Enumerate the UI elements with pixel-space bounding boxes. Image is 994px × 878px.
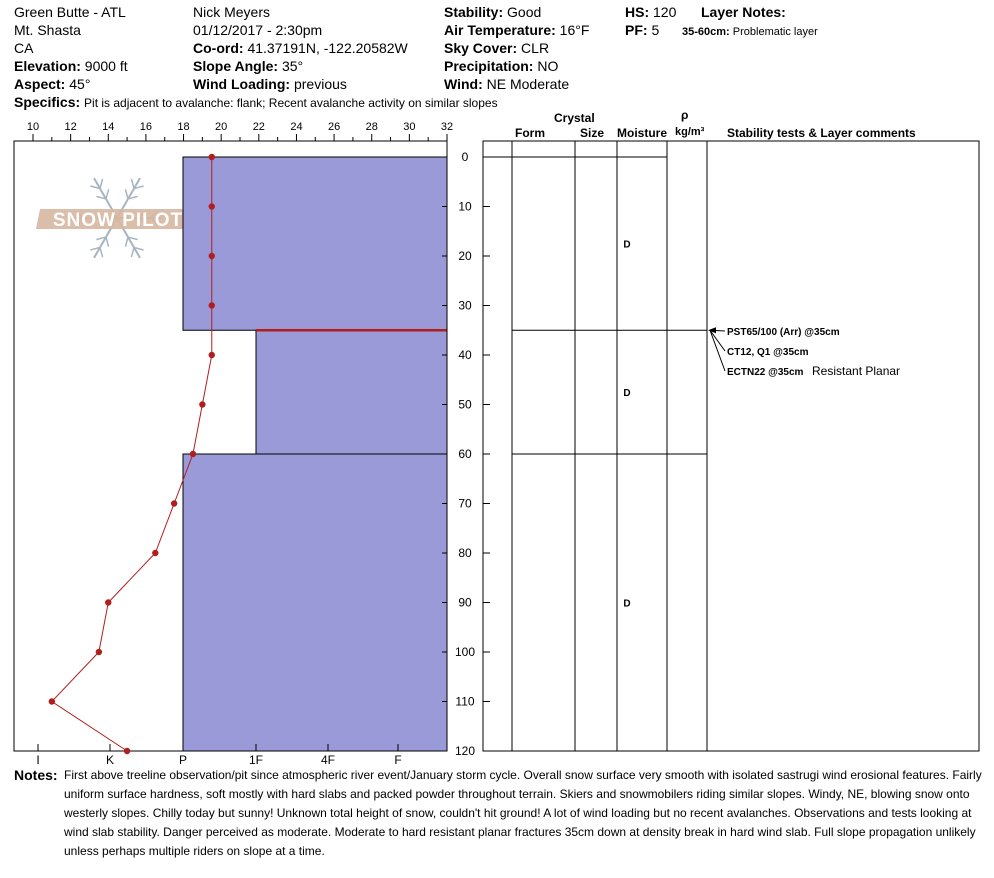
- coord-label: Co-ord:: [193, 40, 244, 56]
- snowflake-branch: [100, 247, 103, 257]
- specifics-label: Specifics:: [14, 94, 81, 110]
- snowflake-branch: [106, 237, 109, 247]
- moisture-label: D: [623, 598, 631, 610]
- temperature-axis: [27, 121, 453, 141]
- temperature-point: [124, 748, 130, 754]
- depth-tick-label: 120: [454, 744, 476, 758]
- temp-tick-label: 24: [290, 121, 303, 133]
- temperature-point: [152, 550, 158, 556]
- temp-tick-label: 10: [26, 121, 40, 133]
- pf-label: PF:: [625, 22, 648, 38]
- temperature-point: [105, 599, 111, 605]
- stability-test-comment: Resistant Planar: [812, 364, 901, 378]
- col-density-unit: kg/m³: [675, 126, 705, 138]
- wind-loading-label: Wind Loading:: [193, 76, 291, 92]
- logo-text: SNOW PILOT: [52, 210, 184, 231]
- temp-tick-label: 26: [327, 121, 341, 133]
- notes-text: First above treeline observation/pit since atmospheric river event/January storm cycle. Overall snow surface very smooth with isolated sastrugi wind erosional features. Fairly uniform surface hardness, soft mostly with hard slabs and packed powder throughout terrain. Skiers and snowmobilers riding similar slopes. Windy, NE, blowing snow onto westerly slopes. Chilly today but sunny! Unknown total height of snow, couldn't hit ground! A lot of wind loading but no recent avalanches. Observations and tests looking at wind slab stability. Danger perceived as moderate. Moderate to hard resistant planar fractures 35cm down at density break in hard wind slab. Full slope propagation unlikely unless perhaps multiple riders on slope at a time.: [64, 768, 982, 858]
- temp-tick-label: 20: [215, 121, 228, 133]
- snowflake-branch: [131, 247, 134, 257]
- temp-tick-label: 28: [365, 121, 378, 133]
- state: CA: [14, 40, 34, 56]
- snowflake-branch: [100, 179, 103, 189]
- temperature-point: [209, 253, 215, 259]
- hardness-tick-label: 1F: [248, 753, 264, 767]
- temperature-point: [209, 302, 215, 308]
- wind-loading-value: previous: [293, 76, 347, 92]
- depth-tick-label: 30: [458, 298, 472, 313]
- depth-tick-label: 50: [458, 397, 472, 412]
- temperature-point: [49, 698, 55, 704]
- hs-value: 120: [653, 4, 677, 20]
- observer: Nick Meyers: [193, 4, 271, 20]
- date-time: 01/12/2017 - 2:30pm: [193, 22, 323, 38]
- temp-tick-label: 16: [139, 121, 153, 133]
- snowflake-branch: [131, 179, 134, 189]
- elevation-label: Elevation:: [14, 58, 81, 74]
- snowflake-branch: [106, 189, 109, 199]
- temperature-point: [171, 500, 177, 506]
- temperature-point: [209, 203, 215, 209]
- right-panel-border: [483, 141, 979, 751]
- depth-tick-label: 80: [458, 546, 472, 560]
- stability-test-label: ECTN22 @35cm: [727, 367, 804, 378]
- depth-tick-label: 110: [455, 694, 475, 709]
- moisture-label: D: [623, 239, 631, 251]
- precip-value: NO: [537, 58, 559, 74]
- hardness-tick-label: 4F: [320, 753, 336, 767]
- notes-label: Notes:: [14, 767, 58, 783]
- temp-tick-label: 18: [177, 121, 190, 133]
- stability-test-label: PST65/100 (Arr) @35cm: [727, 327, 840, 338]
- layer-table: [483, 141, 979, 751]
- depth-tick-label: 10: [458, 199, 472, 214]
- temperature-point: [209, 352, 215, 358]
- elevation-value: 9000 ft: [84, 58, 128, 74]
- layer-note-range: 35-60cm:: [682, 26, 730, 38]
- hs-label: HS:: [625, 4, 650, 20]
- mountain-range: Mt. Shasta: [14, 22, 81, 38]
- col-moisture: Moisture: [617, 126, 668, 140]
- depth-tick-label: 0: [461, 150, 469, 164]
- precip-label: Precipitation:: [444, 58, 534, 74]
- hardness-tick-label: I: [36, 753, 40, 767]
- wind-label: Wind:: [444, 76, 483, 92]
- hardness-layer-bar: [183, 454, 447, 751]
- air-temp-label: Air Temperature:: [444, 22, 556, 38]
- stability-label: Stability:: [444, 4, 504, 20]
- sky-value: CLR: [521, 40, 550, 56]
- depth-tick-label: 60: [458, 447, 472, 461]
- air-temp-value: 16°F: [559, 22, 590, 38]
- temperature-point: [209, 154, 215, 160]
- layer-note-text: Problematic layer: [732, 26, 818, 38]
- col-rho: ρ: [681, 108, 689, 122]
- stability-value: Good: [507, 4, 542, 20]
- col-form: Form: [515, 126, 545, 140]
- pf-value: 5: [651, 22, 660, 38]
- temp-tick-label: 30: [403, 121, 416, 133]
- col-crystal: Crystal: [554, 111, 595, 125]
- snowflake-branch: [125, 237, 128, 247]
- temperature-point: [199, 401, 205, 407]
- aspect-label: Aspect:: [14, 76, 66, 92]
- sky-label: Sky Cover:: [444, 40, 518, 56]
- depth-tick-label: 90: [458, 595, 472, 610]
- temp-tick-label: 32: [440, 121, 454, 133]
- temp-tick-label: 12: [64, 121, 77, 133]
- depth-tick-label: 40: [458, 348, 472, 362]
- hardness-layer-bar: [183, 157, 447, 330]
- location-name: Green Butte - ATL: [14, 4, 126, 20]
- specifics-value: Pit is adjacent to avalanche: flank; Recent avalanche activity on similar slopes: [84, 96, 498, 110]
- hardness-tick-label: P: [178, 753, 188, 767]
- stability-tests: [708, 327, 900, 378]
- wind-value: NE Moderate: [486, 76, 570, 92]
- snowpilot-logo: [36, 178, 196, 258]
- col-stability: Stability tests & Layer comments: [727, 126, 916, 140]
- snowflake-branch: [125, 189, 128, 199]
- hardness-layers: [183, 157, 447, 751]
- slope-value: 35°: [281, 58, 304, 74]
- temp-tick-label: 22: [252, 121, 265, 133]
- stability-test-label: CT12, Q1 @35cm: [727, 347, 809, 358]
- hardness-layer-bar: [256, 330, 447, 454]
- depth-tick-label: 20: [458, 249, 472, 263]
- moisture-label: D: [623, 388, 631, 400]
- coord-value: 41.37191N, -122.20582W: [247, 40, 408, 56]
- temperature-point: [96, 649, 102, 655]
- temperature-point: [190, 451, 196, 457]
- slope-label: Slope Angle:: [193, 58, 279, 74]
- temp-tick-label: 14: [102, 121, 115, 133]
- depth-tick-label: 100: [454, 645, 476, 659]
- hardness-tick-label: K: [105, 753, 115, 767]
- depth-tick-label: 70: [458, 496, 472, 511]
- test-pointer: [710, 330, 725, 371]
- col-size: Size: [580, 126, 605, 140]
- aspect-value: 45°: [69, 76, 91, 92]
- layer-notes-label: Layer Notes:: [701, 4, 786, 20]
- test-pointer: [710, 330, 725, 351]
- hardness-tick-label: F: [394, 753, 402, 767]
